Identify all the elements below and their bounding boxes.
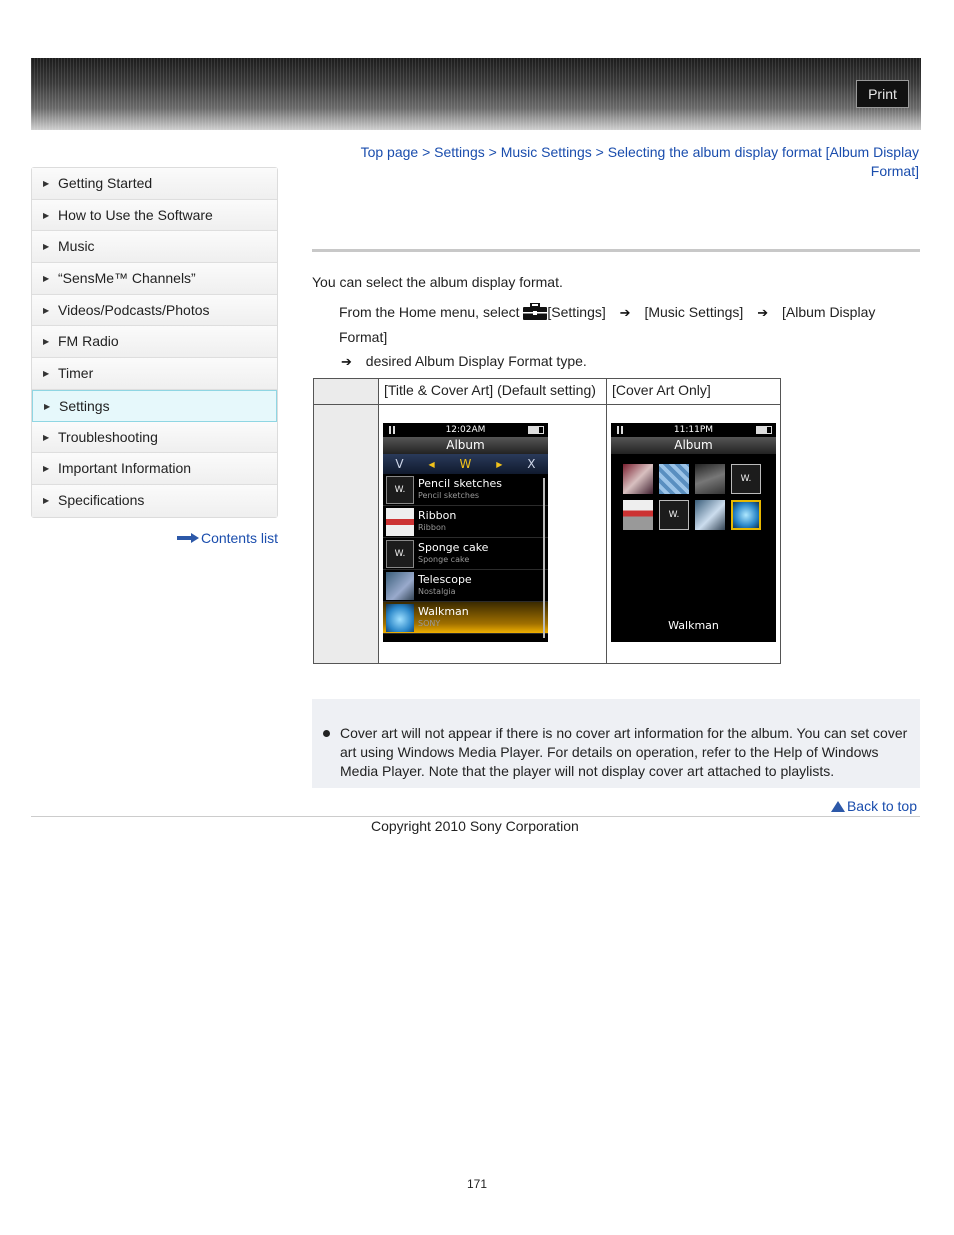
- album-cover: [695, 500, 725, 530]
- screenshot-title-cover-art: [383, 423, 548, 642]
- page-number: 171: [466, 1177, 488, 1191]
- scrollbar: [543, 478, 545, 638]
- print-button[interactable]: Print: [856, 80, 909, 108]
- sidebar-item-specifications[interactable]: [32, 485, 277, 517]
- list-item-title: Walkman: [418, 604, 469, 618]
- triangle-right-icon: ▶: [44, 401, 51, 411]
- table-row-label-cell: [314, 405, 379, 664]
- triangle-right-icon: ▶: [43, 464, 50, 474]
- triangle-right-icon: ▶: [43, 305, 50, 315]
- breadcrumb-current-page[interactable]: Selecting the album display format [Album Display Format]: [607, 144, 919, 179]
- triangle-right-icon: ▶: [43, 337, 50, 347]
- list-item-selected: [383, 602, 548, 634]
- list-item-title: Ribbon: [418, 508, 457, 522]
- album-cover-telescope: [386, 572, 414, 600]
- list-item-subtitle: Nostalgia: [418, 586, 456, 596]
- breadcrumb-top-page[interactable]: Top page: [360, 144, 419, 160]
- selected-album-label: Walkman: [668, 619, 719, 632]
- contents-list-link[interactable]: [177, 530, 278, 546]
- sidebar-item-videos-podcasts-photos[interactable]: [32, 295, 277, 327]
- index-letter: V: [395, 457, 404, 471]
- list-item: [383, 506, 548, 538]
- sidebar-item-label: Settings: [59, 397, 110, 414]
- arrow-right-icon: ➔: [757, 305, 769, 320]
- table-header-cover-art-only: [Cover Art Only]: [607, 379, 781, 405]
- album-cover: [659, 464, 689, 494]
- intro-text: You can select the album display format.: [312, 274, 563, 290]
- sidebar-item-fm-radio[interactable]: [32, 326, 277, 358]
- sidebar: [31, 167, 278, 546]
- album-cover-ribbon: [386, 508, 414, 536]
- page-header-banner: [31, 58, 921, 130]
- triangle-right-icon: ▶: [43, 369, 50, 379]
- breadcrumb: [320, 143, 919, 181]
- arrow-right-icon: ➔: [341, 354, 352, 369]
- triangle-right-icon: ▶: [43, 432, 50, 442]
- sidebar-item-label: “SensMe™ Channels”: [58, 270, 196, 287]
- walkman-logo-icon: W.: [386, 540, 414, 568]
- triangle-right-icon: ▶: [43, 210, 50, 220]
- status-time: 11:11PM: [673, 425, 714, 435]
- album-cover: [695, 464, 725, 494]
- back-to-top-link[interactable]: [831, 798, 917, 814]
- sidebar-nav: [31, 167, 278, 518]
- alphabet-index-bar: [383, 454, 548, 474]
- album-cover-selected: [731, 500, 761, 530]
- list-item-title: Telescope: [418, 572, 472, 586]
- table-corner-cell: [314, 379, 379, 405]
- walkman-logo-icon: W.: [731, 464, 761, 494]
- sidebar-item-settings[interactable]: [32, 390, 277, 422]
- index-letter-selected: W: [459, 457, 472, 471]
- list-item-title: Pencil sketches: [418, 476, 502, 490]
- contents-list-label: Contents list: [200, 530, 278, 546]
- screenshot-cover-art-only: [611, 423, 776, 642]
- sidebar-item-music[interactable]: [32, 231, 277, 263]
- sidebar-item-label: Videos/Podcasts/Photos: [58, 301, 210, 318]
- sidebar-item-troubleshooting[interactable]: [32, 422, 277, 454]
- breadcrumb-separator: >: [595, 144, 604, 160]
- copyright-text: Copyright 2010 Sony Corporation: [371, 818, 579, 834]
- table-cell-title-cover-art: [379, 405, 607, 664]
- screen-title: Album: [611, 437, 776, 454]
- list-item: [383, 474, 548, 506]
- album-cover-walkman: [386, 604, 414, 632]
- triangle-right-icon: ▶: [43, 179, 50, 188]
- triangle-left-icon: ◀: [428, 459, 435, 469]
- sidebar-item-how-to-use-software[interactable]: [32, 200, 277, 232]
- list-item-subtitle: SONY: [418, 618, 441, 628]
- breadcrumb-settings[interactable]: Settings: [434, 144, 485, 160]
- note-box: [312, 699, 920, 788]
- battery-icon: [528, 426, 544, 434]
- screen-title: Album: [383, 437, 548, 454]
- step-settings: [Settings]: [547, 304, 606, 320]
- triangle-right-icon: ▶: [496, 459, 503, 469]
- sidebar-item-label: Important Information: [58, 460, 192, 477]
- cover-art-grid: [611, 454, 776, 530]
- list-item: [383, 570, 548, 602]
- list-item-subtitle: Sponge cake: [418, 554, 470, 564]
- toolbox-icon: [523, 303, 547, 320]
- bullet-icon: [323, 730, 330, 737]
- back-to-top-label: Back to top: [846, 798, 917, 814]
- list-item-subtitle: Pencil sketches: [418, 490, 480, 500]
- sidebar-item-sensme-channels[interactable]: [32, 263, 277, 295]
- triangle-right-icon: ▶: [43, 274, 50, 284]
- pause-icon: [389, 426, 395, 434]
- arrow-right-icon: ➔: [619, 305, 631, 320]
- walkman-logo-icon: W.: [659, 500, 689, 530]
- sidebar-item-timer[interactable]: [32, 358, 277, 390]
- breadcrumb-separator: >: [488, 144, 497, 160]
- list-item-subtitle: Ribbon: [418, 522, 446, 532]
- index-letter: X: [527, 457, 536, 471]
- breadcrumb-music-settings[interactable]: Music Settings: [500, 144, 592, 160]
- battery-icon: [756, 426, 772, 434]
- album-cover: [623, 464, 653, 494]
- sidebar-item-label: Troubleshooting: [58, 428, 158, 445]
- step-prefix: From the Home menu, select: [339, 304, 520, 320]
- arrow-right-icon: [177, 533, 199, 543]
- list-item: [383, 538, 548, 570]
- pause-icon: [617, 426, 623, 434]
- sidebar-item-label: Specifications: [58, 491, 145, 508]
- sidebar-item-important-information[interactable]: [32, 453, 277, 485]
- table-header-title-cover-art: [Title & Cover Art] (Default setting): [379, 379, 607, 405]
- sidebar-item-label: Getting Started: [58, 175, 153, 191]
- sidebar-item-label: FM Radio: [58, 333, 119, 350]
- table-cell-cover-art-only: [607, 405, 781, 664]
- triangle-right-icon: ▶: [43, 242, 50, 252]
- note-text: Cover art will not appear if there is no cover art information for the album. You can set cover art using Windows Media Player. For details on operation, refer to the Help of Windows Media Player. Note that the player will not display cover art attached to playlists.: [340, 725, 908, 779]
- breadcrumb-separator: >: [422, 144, 431, 160]
- display-format-table: [313, 378, 781, 664]
- triangle-right-icon: ▶: [43, 495, 50, 505]
- step-music-settings: [Music Settings]: [644, 304, 744, 320]
- status-bar: [383, 423, 548, 437]
- sidebar-item-label: Music: [58, 238, 95, 255]
- sidebar-item-getting-started[interactable]: [32, 168, 277, 200]
- step-end: desired Album Display Format type.: [365, 353, 587, 369]
- status-time: 12:02AM: [445, 425, 486, 435]
- album-cover: [623, 500, 653, 530]
- sidebar-item-label: Timer: [58, 365, 94, 382]
- walkman-logo-icon: W.: [386, 476, 414, 504]
- footer-divider: [31, 816, 920, 817]
- title-divider: [312, 249, 920, 252]
- status-bar: [611, 423, 776, 437]
- procedure-steps: [339, 300, 921, 374]
- list-item-title: Sponge cake: [418, 540, 489, 554]
- step-album-display-format: [Album Display Format]: [339, 304, 876, 345]
- sidebar-item-label: How to Use the Software: [58, 206, 213, 223]
- arrow-up-icon: [831, 801, 845, 812]
